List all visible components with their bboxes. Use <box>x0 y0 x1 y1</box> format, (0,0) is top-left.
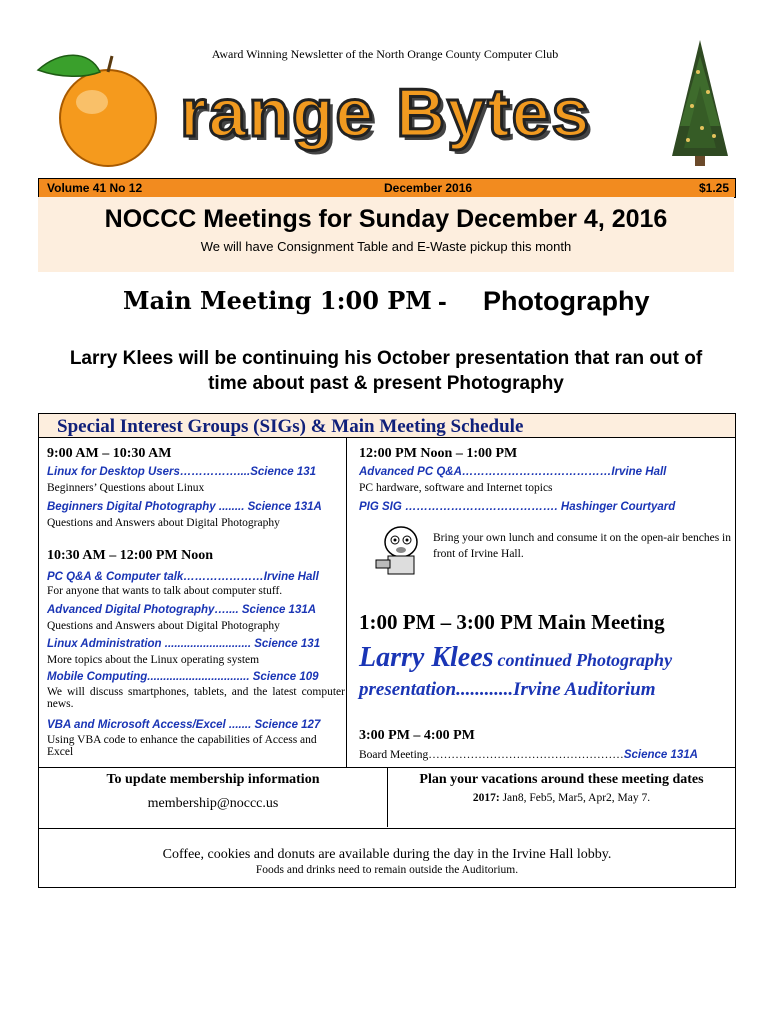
main-meeting-time: Main Meeting 1:00 PM <box>123 286 432 315</box>
sig-title: Beginners Digital Photography ........ Science 131A <box>47 501 322 513</box>
schedule-table <box>38 437 736 829</box>
slot-time: 9:00 AM – 10:30 AM <box>47 446 172 461</box>
volume-bar <box>38 178 736 198</box>
sig-description: Using VBA code to enhance the capabilities of Access and Excel <box>47 734 317 758</box>
sig-description: PC hardware, software and Internet topics <box>359 482 553 494</box>
main-meeting-description: Larry Klees will be continuing his October presentation that ran out of time about past & present Photography <box>69 348 703 394</box>
sig-title: PIG SIG …………………………………. Hashinger Courtyard <box>359 501 676 513</box>
slot-time: 3:00 PM – 4:00 PM <box>359 728 475 743</box>
speaker-name: Larry Klees <box>359 642 494 673</box>
issue-price: $1.25 <box>698 181 729 195</box>
sig-description: For anyone that wants to talk about computer stuff. <box>47 585 283 597</box>
membership-title: To update membership information <box>106 772 320 787</box>
meeting-location: presentation............Irvine Auditorium <box>359 679 656 700</box>
footer-line: Coffee, cookies and donuts are available during the day in the Irvine Hall lobby. <box>162 847 612 862</box>
sig-title: VBA and Microsoft Access/Excel ....... Science 127 <box>47 719 321 731</box>
board-meeting-line: Board Meeting……………………………………………Science 131A <box>359 749 698 761</box>
sig-description: Questions and Answers about Digital Photography <box>47 620 280 632</box>
christmas-tree-icon <box>662 36 738 168</box>
footer-note: Foods and drinks need to remain outside the Auditorium. <box>255 864 519 876</box>
schedule-header: Special Interest Groups (SIGs) & Main Meeting Schedule <box>38 413 736 438</box>
sig-description: Beginners’ Questions about Linux <box>47 482 205 494</box>
slot-time: 12:00 PM Noon – 1:00 PM <box>359 446 518 461</box>
issue-date: December 2016 <box>384 181 473 195</box>
subheadline: We will have Consignment Table and E-Waste pickup this month <box>200 239 572 254</box>
sig-description: More topics about the Linux operating system <box>47 654 260 666</box>
vacation-title: Plan your vacations around these meeting dates <box>419 772 704 787</box>
newsletter-title: range Bytes <box>180 75 592 151</box>
lunch-note: Bring your own lunch and consume it on the open-air benches in front of Irvine Hall. <box>433 532 731 560</box>
sig-title: Mobile Computing................................ Science 109 <box>47 671 319 683</box>
speaker-line <box>359 642 731 674</box>
cartoon-mascot-icon <box>372 520 430 578</box>
main-meeting-slot-time: 1:00 PM – 3:00 PM Main Meeting <box>359 610 665 634</box>
speaker-topic: continued Photography <box>497 650 673 670</box>
volume-number: Volume 41 No 12 <box>47 181 143 195</box>
main-meeting-topic: Photography <box>483 286 650 316</box>
sig-title: Linux Administration ........................... Science 131 <box>47 638 321 650</box>
membership-email[interactable]: membership@noccc.us <box>147 796 279 811</box>
column-divider <box>346 438 347 768</box>
sig-description: Questions and Answers about Digital Photography <box>47 517 280 529</box>
sig-title: Linux for Desktop Users……………....Science 131 <box>47 466 317 478</box>
orange-logo-icon <box>30 30 170 170</box>
headline: NOCCC Meetings for Sunday December 4, 2016 <box>104 205 668 233</box>
sig-title: Advanced Digital Photography….... Science 131A <box>47 604 317 616</box>
meeting-dates: 2017: Jan8, Feb5, Mar5, Apr2, May 7. <box>472 792 651 804</box>
main-meeting-dash: - <box>438 286 447 316</box>
sig-title: Advanced PC Q&A…………………………………Irvine Hall <box>359 466 667 478</box>
newsletter-tagline: Award Winning Newsletter of the North Orange County Computer Club <box>211 47 559 61</box>
sig-description: We will discuss smartphones, tablets, and the latest computer news. <box>47 686 345 710</box>
headline-box <box>38 197 734 272</box>
footer-box <box>38 827 736 888</box>
slot-time: 10:30 AM – 12:00 PM Noon <box>47 548 214 563</box>
sig-title: PC Q&A & Computer talk…………………Irvine Hall <box>47 571 319 583</box>
